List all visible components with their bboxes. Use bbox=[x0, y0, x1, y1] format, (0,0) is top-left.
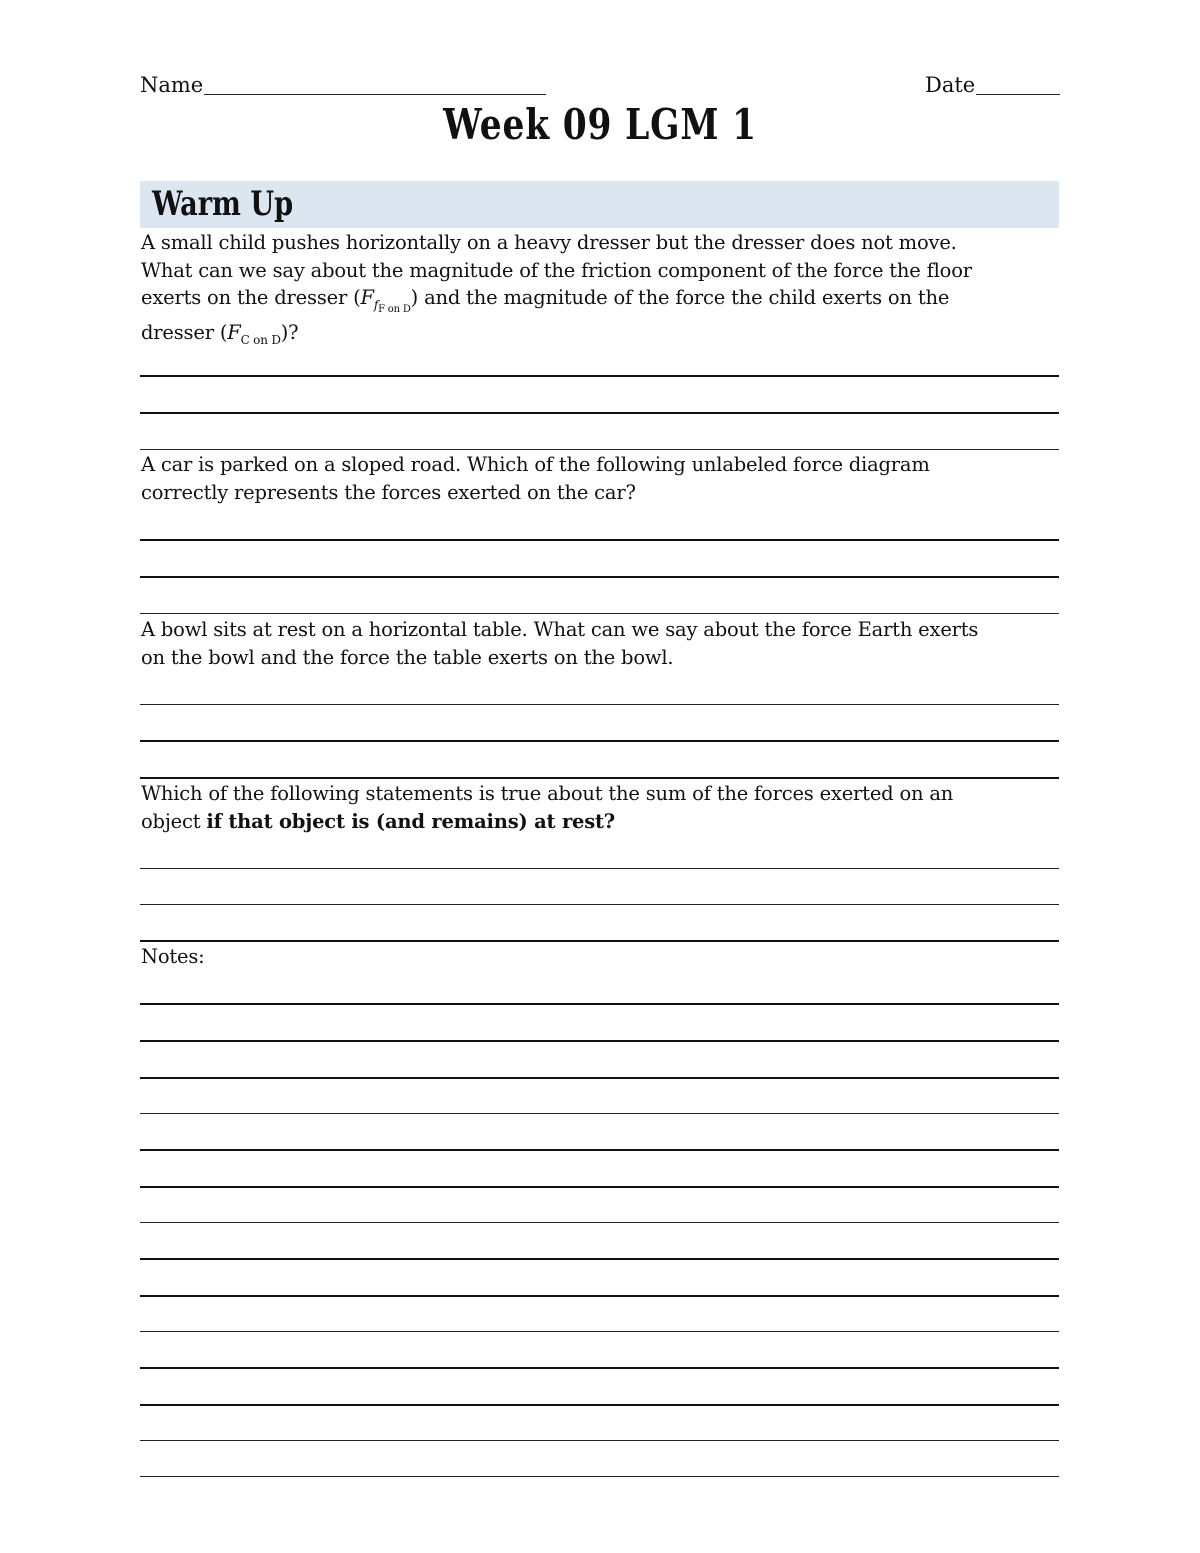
name-blank[interactable] bbox=[204, 94, 546, 95]
page-title: Week 09 LGM 1 bbox=[443, 100, 757, 149]
question-2-line-1: A car is parked on a sloped road. Which of the following unlabeled force diagram bbox=[141, 453, 930, 476]
answer-line[interactable] bbox=[140, 904, 1059, 905]
notes-line[interactable] bbox=[140, 1222, 1059, 1223]
q1-line4-rest: )? bbox=[280, 320, 299, 344]
notes-line[interactable] bbox=[140, 1040, 1059, 1042]
question-1-line-1: A small child pushes horizontally on a heavy dresser but the dresser does not move. bbox=[141, 231, 957, 254]
friction-symbol: f bbox=[373, 298, 379, 312]
question-3-line-1: A bowl sits at rest on a horizontal table. What can we say about the force Earth exerts bbox=[141, 618, 979, 641]
answer-line[interactable] bbox=[140, 868, 1059, 869]
notes-line[interactable] bbox=[140, 1331, 1059, 1332]
notes-line[interactable] bbox=[140, 1113, 1059, 1114]
child-force-subscript: C on D bbox=[240, 332, 281, 347]
notes-line[interactable] bbox=[140, 1258, 1059, 1260]
question-4-line-1: Which of the following statements is true about the sum of the forces exerted on an bbox=[141, 782, 954, 805]
question-1-line-3 bbox=[141, 284, 1066, 316]
answer-line[interactable] bbox=[140, 940, 1059, 942]
notes-label: Notes: bbox=[141, 945, 205, 968]
answer-line[interactable] bbox=[140, 704, 1059, 705]
question-3 bbox=[141, 616, 1066, 671]
answer-line[interactable] bbox=[140, 539, 1059, 541]
question-2 bbox=[141, 451, 1066, 506]
notes-line[interactable] bbox=[140, 1476, 1059, 1477]
q4-emphasis: if that object is (and remains) at rest? bbox=[206, 809, 616, 833]
name-field[interactable] bbox=[140, 73, 203, 97]
answer-line[interactable] bbox=[140, 412, 1059, 414]
question-1-line-4 bbox=[141, 319, 1066, 350]
question-4 bbox=[141, 780, 1066, 835]
notes-line[interactable] bbox=[140, 1440, 1059, 1441]
q4-line2-text: object bbox=[141, 809, 207, 833]
q1-line3-text: exerts on the dresser ( bbox=[141, 286, 361, 309]
notes-line[interactable] bbox=[140, 1295, 1059, 1297]
notes-line[interactable] bbox=[140, 1149, 1059, 1151]
notes-line[interactable] bbox=[140, 1186, 1059, 1188]
answer-line[interactable] bbox=[140, 740, 1059, 742]
notes-line[interactable] bbox=[140, 1003, 1059, 1005]
force-symbol-2: F bbox=[227, 320, 241, 344]
friction-subscript: F on D bbox=[378, 304, 411, 315]
name-label: Name bbox=[140, 73, 204, 97]
answer-line[interactable] bbox=[140, 449, 1059, 450]
section-heading: Warm Up bbox=[152, 184, 294, 224]
answer-line[interactable] bbox=[140, 375, 1059, 377]
warm-up-banner bbox=[140, 181, 1059, 228]
notes-line[interactable] bbox=[140, 1367, 1059, 1369]
question-2-line-2: correctly represents the forces exerted on the car? bbox=[141, 480, 636, 504]
date-field[interactable] bbox=[925, 73, 975, 97]
question-1-line-2: What can we say about the magnitude of the friction component of the force the floor bbox=[141, 258, 972, 282]
force-symbol: F bbox=[360, 286, 374, 309]
q1-line4-text: dresser ( bbox=[141, 320, 228, 344]
answer-line[interactable] bbox=[140, 613, 1059, 614]
date-label: Date bbox=[925, 73, 976, 97]
question-3-line-2: on the bowl and the force the table exerts on the bowl. bbox=[141, 645, 674, 669]
date-blank[interactable] bbox=[976, 94, 1060, 95]
question-1 bbox=[141, 229, 1066, 349]
q1-line3-rest: ) and the magnitude of the force the child exerts on the bbox=[410, 286, 950, 309]
notes-line[interactable] bbox=[140, 1077, 1059, 1079]
question-4-line-2 bbox=[141, 808, 1066, 836]
answer-line[interactable] bbox=[140, 777, 1059, 779]
notes-line[interactable] bbox=[140, 1404, 1059, 1406]
answer-line[interactable] bbox=[140, 576, 1059, 578]
